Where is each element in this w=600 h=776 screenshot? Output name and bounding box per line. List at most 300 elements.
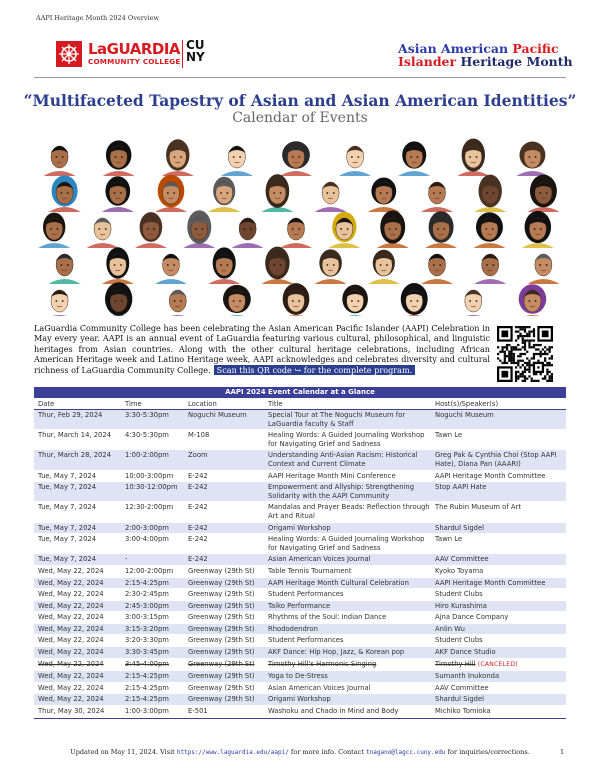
cell-location-text: E-242 — [188, 555, 208, 564]
cell-host — [431, 430, 566, 450]
cell-host-text: Ajna Dance Company — [435, 613, 509, 622]
cell-title — [264, 522, 431, 534]
cell-title — [264, 450, 431, 470]
table-row — [34, 694, 566, 706]
cell-date — [34, 554, 121, 566]
cell-date-text: Thur, March 14, 2024 — [38, 431, 112, 440]
table-row — [34, 482, 566, 502]
cell-date-text: Wed, May 22, 2024 — [38, 601, 104, 610]
cell-location — [184, 470, 264, 482]
footer-mid: for more info. Contact — [290, 748, 364, 756]
cell-location — [184, 682, 264, 694]
page-subtitle: Calendar of Events — [232, 110, 368, 126]
face-portrait — [516, 284, 548, 316]
cell-title — [264, 410, 431, 430]
face-portrait — [49, 175, 81, 212]
cell-host — [431, 522, 566, 534]
face-portrait — [527, 254, 559, 284]
cell-title — [264, 534, 431, 554]
cell-host — [431, 694, 566, 706]
cell-host-text: Shardul Sigdel — [435, 523, 485, 532]
heritage-word-american: American — [441, 41, 509, 56]
intro-paragraph — [34, 323, 490, 375]
cell-location — [184, 612, 264, 624]
cell-title-text: Table Tennis Tournament — [268, 566, 352, 575]
cell-location-text: Greenway (29th St) — [188, 636, 255, 645]
cell-host — [431, 534, 566, 554]
face-portrait — [102, 247, 134, 284]
cell-host — [431, 410, 566, 430]
face-portrait — [38, 213, 70, 248]
table-header-row — [34, 398, 566, 410]
cell-location — [184, 502, 264, 522]
cell-title-text: Taiko Performance — [268, 601, 331, 610]
face-portrait — [457, 290, 489, 316]
cell-title — [264, 682, 431, 694]
face-portrait — [102, 176, 134, 212]
cell-host — [431, 706, 566, 718]
cell-host-text: Anlin Wu — [435, 624, 465, 633]
cell-title-text: AAPI Heritage Month Mini Conference — [268, 471, 396, 480]
cell-title-text: Asian American Voices Journal — [268, 555, 371, 564]
face-portrait — [208, 247, 240, 284]
face-portrait — [162, 139, 194, 176]
face-portrait — [280, 218, 312, 248]
cell-location-text: Zoom — [188, 451, 208, 460]
cell-date — [34, 612, 121, 624]
cell-date — [34, 534, 121, 554]
cell-date — [34, 430, 121, 450]
intro-text: LaGuardia Community College has been celebrating the Asian American Pacific Islander (AAPI) Celebration in May every year. AAPI is an annual event of LaGuardia featuring various cultural, philosophical, and linguistic heritages from Asian countries. Along with the other cultural heritage celebrations, including African American Heritage week and Latino Heritage week, AAPI acknowledges and celebrates diversity and cultural richness of LaGuardia Community College. — [34, 323, 490, 375]
cell-host — [431, 589, 566, 601]
face-portrait — [44, 290, 76, 316]
table-row — [34, 647, 566, 659]
faces-illustration — [34, 138, 566, 316]
face-portrait — [398, 141, 430, 176]
face-portrait — [87, 218, 119, 248]
face-portrait — [474, 175, 506, 212]
cell-title — [264, 635, 431, 647]
face-portrait — [221, 146, 253, 176]
cell-date-text: Tue, May 7, 2024 — [38, 535, 97, 544]
face-portrait — [221, 285, 253, 316]
cell-location — [184, 534, 264, 554]
col-location: Location — [184, 398, 264, 410]
cell-title — [264, 565, 431, 577]
cell-date-text: Wed, May 22, 2024 — [38, 624, 104, 633]
face-portrait — [457, 138, 489, 176]
face-portrait — [155, 254, 187, 284]
table-caption: AAPI 2024 Event Calendar at a Glance — [34, 387, 566, 398]
cell-location — [184, 565, 264, 577]
col-title: Title — [264, 398, 431, 410]
face-portrait — [377, 210, 409, 248]
cell-host — [431, 482, 566, 502]
table-row — [34, 577, 566, 589]
cell-title-text: Empowerment and Allyship: Strengthening Solidarity with the AAPI Community — [268, 483, 415, 500]
cell-location — [184, 522, 264, 534]
face-portrait — [155, 175, 187, 212]
cell-time-text: 3:45-4:00pm — [125, 659, 169, 668]
col-host: Host(s)/Speaker(s) — [431, 398, 566, 410]
cell-time-text: 2:45-3:00pm — [125, 601, 169, 610]
cell-date — [34, 623, 121, 635]
table-row — [34, 470, 566, 482]
cell-date-text: Wed, May 22, 2024 — [38, 672, 104, 681]
cell-host — [431, 600, 566, 612]
face-portrait — [103, 140, 135, 176]
table-row — [34, 522, 566, 534]
header-rule — [34, 77, 566, 78]
cell-title — [264, 430, 431, 450]
cell-title-text: Rhythms of the Soul: Indian Dance — [268, 613, 387, 622]
face-portrait — [368, 177, 400, 212]
cell-host — [431, 623, 566, 635]
cell-time — [121, 612, 184, 624]
cell-time — [121, 694, 184, 706]
face-portrait — [261, 174, 293, 212]
cell-date — [34, 410, 121, 430]
cell-date — [34, 658, 121, 671]
cell-location-text: Greenway (29th St) — [188, 648, 255, 657]
face-portrait — [516, 141, 548, 176]
cell-location — [184, 450, 264, 470]
cell-host-text: Greg Pak & Cynthia Choi (Stop AAPI Hate), Diana Pan (AAARI) — [435, 451, 557, 468]
cell-location-text: E-242 — [188, 523, 208, 532]
cell-time-text: 3:30-3:45pm — [125, 648, 169, 657]
cell-time-text: 2:00-3:00pm — [125, 523, 169, 532]
cell-date — [34, 450, 121, 470]
face-portrait — [183, 210, 215, 248]
cell-date-text: Wed, May 22, 2024 — [38, 683, 104, 692]
table-row — [34, 623, 566, 635]
cell-title — [264, 577, 431, 589]
cell-title — [264, 502, 431, 522]
cell-location — [184, 706, 264, 718]
col-time: Time — [121, 398, 184, 410]
footer-email-link[interactable]: tnagano@lagcc.cuny.edu — [366, 749, 446, 756]
face-portrait — [280, 283, 312, 316]
cell-time — [121, 682, 184, 694]
cell-host-text: AAPI Heritage Month Committee — [435, 578, 546, 587]
college-name: LaGUARDIA — [88, 40, 181, 58]
table-row — [34, 430, 566, 450]
footer-end: for inquiries/corrections. — [447, 748, 530, 756]
cell-title-text: AAPI Heritage Month Cultural Celebration — [268, 578, 409, 587]
cell-host — [431, 658, 566, 671]
cell-location — [184, 658, 264, 671]
face-portrait — [368, 250, 400, 284]
cell-host-text: Sumanth Inukonda — [435, 672, 500, 681]
cell-date — [34, 706, 121, 718]
qr-code-icon[interactable] — [497, 326, 553, 382]
cell-date-text: Wed, May 22, 2024 — [38, 613, 104, 622]
cell-host-text: Timothy Hill — [435, 659, 476, 668]
cell-location — [184, 647, 264, 659]
cell-date-text: Wed, May 22, 2024 — [38, 648, 104, 657]
table-row — [34, 410, 566, 430]
cell-location-text: Greenway (29th St) — [188, 659, 255, 668]
table-bottom-rule — [34, 718, 566, 719]
face-portrait — [103, 282, 135, 316]
page-title: “Multifaceted Tapestry of Asian and Asian American Identities” — [23, 91, 577, 110]
face-portrait — [339, 285, 371, 316]
cell-date-text: Tue, May 7, 2024 — [38, 555, 97, 564]
cell-time-text: 10:00-3:00pm — [125, 471, 174, 480]
cell-time-text: 3:20-3:30pm — [125, 636, 169, 645]
cell-host-text: The Rubin Museum of Art — [435, 503, 522, 512]
cell-date — [34, 470, 121, 482]
cell-location-text: Greenway (29th St) — [188, 672, 255, 681]
cell-title — [264, 658, 431, 671]
face-portrait — [474, 254, 506, 284]
heritage-word-asian: Asian — [398, 41, 437, 56]
cell-date-text: Wed, May 22, 2024 — [38, 578, 104, 587]
cell-title — [264, 694, 431, 706]
cell-date — [34, 600, 121, 612]
face-portrait — [208, 177, 240, 212]
face-portrait — [261, 247, 293, 284]
cuny-logo — [186, 39, 205, 63]
laguardia-logo-icon — [56, 41, 82, 67]
cell-time-text: 3:30-5:30pm — [125, 411, 169, 419]
table-row — [34, 635, 566, 647]
cell-location — [184, 430, 264, 450]
cell-time — [121, 565, 184, 577]
cell-location — [184, 635, 264, 647]
cell-location-text: E-242 — [188, 503, 208, 512]
heritage-word-islander: Islander — [398, 54, 457, 69]
cell-location — [184, 600, 264, 612]
cell-host-text: Kyoko Toyama — [435, 566, 484, 575]
cell-host-text: AAV Committee — [435, 683, 489, 692]
cell-date — [34, 671, 121, 683]
cell-time-text: 4:30-5:30pm — [125, 431, 169, 440]
cell-title-text: Healing Words: A Guided Journaling Workshop for Navigating Grief and Sadness — [268, 535, 425, 552]
table-row — [34, 554, 566, 566]
col-date: Date — [34, 398, 121, 410]
table-row — [34, 682, 566, 694]
cell-title-text: Special Tour at The Noguchi Museum for LaGuardia faculty & Staff — [268, 411, 406, 428]
cell-date-text: Wed, May 22, 2024 — [38, 659, 104, 668]
cell-time — [121, 647, 184, 659]
cell-time — [121, 635, 184, 647]
face-portrait — [421, 254, 453, 284]
cell-date-text: Thur, Feb 29, 2024 — [38, 411, 103, 419]
cell-location — [184, 482, 264, 502]
cell-date — [34, 589, 121, 601]
cell-title — [264, 554, 431, 566]
cell-location — [184, 589, 264, 601]
cell-host — [431, 470, 566, 482]
cell-location — [184, 554, 264, 566]
table-row — [34, 565, 566, 577]
cell-time-text: 2:15-4:25pm — [125, 578, 169, 587]
cell-host-text: Michiko Tomioka — [435, 707, 491, 716]
cell-date — [34, 482, 121, 502]
cell-time-text: 1:00-3:00pm — [125, 707, 169, 716]
face-portrait — [162, 290, 194, 316]
cell-title-text: Asian American Voices Journal — [268, 683, 371, 692]
face-portrait — [398, 283, 430, 316]
heritage-word-heritage: Heritage — [460, 54, 523, 69]
face-portrait — [280, 141, 312, 176]
face-portrait — [421, 182, 453, 212]
cell-host-text: Tawn Le — [435, 535, 463, 544]
cell-title — [264, 470, 431, 482]
cell-date-text: Wed, May 22, 2024 — [38, 590, 104, 599]
cell-time-text: 2:15-4:25pm — [125, 672, 169, 681]
cell-date-text: Tue, May 7, 2024 — [38, 483, 97, 492]
cell-location — [184, 577, 264, 589]
cell-time — [121, 671, 184, 683]
cell-host-text: AAPI Heritage Month Committee — [435, 471, 546, 480]
logo-divider — [182, 40, 183, 68]
table-row — [34, 658, 566, 671]
cell-time-text: 10:30-12:00pm — [125, 483, 178, 492]
cell-title-text: Student Performances — [268, 636, 344, 645]
cell-location — [184, 694, 264, 706]
cell-time-text: 12:00-2:00pm — [125, 566, 174, 575]
face-portrait — [232, 218, 264, 248]
cell-time-text: 3:00-3:15pm — [125, 613, 169, 622]
cell-date-text: Tue, May 7, 2024 — [38, 523, 97, 532]
events-table — [34, 398, 566, 718]
cell-title — [264, 671, 431, 683]
cell-title — [264, 612, 431, 624]
cell-host — [431, 612, 566, 624]
cell-host-text: Student Clubs — [435, 636, 483, 645]
footer-url-link[interactable]: https://www.laguardia.edu/aapi/ — [176, 749, 289, 756]
cell-time-text: 3:15-3:20pm — [125, 624, 169, 633]
table-row — [34, 450, 566, 470]
cell-host-text: Noguchi Museum — [435, 411, 494, 419]
cell-title-text: Mandalas and Prayer Beads: Reflection through Art and Ritual — [268, 503, 430, 520]
face-portrait — [49, 254, 81, 284]
page-number: 1 — [560, 748, 565, 756]
cell-title-text: Timothy Hill's Harmonic Singing — [268, 659, 377, 668]
cell-host — [431, 577, 566, 589]
face-portrait — [339, 146, 371, 176]
cell-location-text: Greenway (29th St) — [188, 566, 255, 575]
cell-host-text: Stop AAPI Hate — [435, 483, 487, 492]
face-portrait — [315, 182, 347, 212]
table-row — [34, 706, 566, 718]
face-portrait — [527, 175, 559, 212]
heritage-line2 — [398, 54, 573, 69]
cuny-line2: NY — [186, 50, 205, 64]
cell-title — [264, 482, 431, 502]
table-row — [34, 589, 566, 601]
cell-location-text: Greenway (29th St) — [188, 613, 255, 622]
cell-date-text: Wed, May 22, 2024 — [38, 636, 104, 645]
cell-location-text: E-242 — [188, 471, 208, 480]
cell-title-text: Understanding Anti-Asian Racism: Historical Context and Current Climate — [268, 451, 418, 468]
cell-location-text: Noguchi Museum — [188, 411, 247, 419]
cell-location-text: Greenway (29th St) — [188, 624, 255, 633]
cell-time — [121, 470, 184, 482]
cell-time — [121, 623, 184, 635]
cell-location — [184, 623, 264, 635]
cell-time — [121, 554, 184, 566]
cell-time — [121, 430, 184, 450]
table-row — [34, 612, 566, 624]
cell-host — [431, 502, 566, 522]
cell-host-text: Shardul Sigdel — [435, 695, 485, 704]
cell-host-text: AAV Committee — [435, 555, 489, 564]
face-portrait — [135, 212, 167, 248]
table-row — [34, 502, 566, 522]
table-row — [34, 600, 566, 612]
cell-time — [121, 600, 184, 612]
cell-time — [121, 482, 184, 502]
cell-time-text: 2:15-4:25pm — [125, 695, 169, 704]
cell-time — [121, 589, 184, 601]
cell-location-text: Greenway (29th St) — [188, 590, 255, 599]
cell-date-text: Tue, May 7, 2024 — [38, 503, 97, 512]
cell-location-text: E-242 — [188, 535, 208, 544]
cell-location-text: Greenway (29th St) — [188, 695, 255, 704]
cell-date — [34, 565, 121, 577]
cell-location-text: Greenway (29th St) — [188, 683, 255, 692]
face-portrait — [315, 249, 347, 284]
cell-host — [431, 450, 566, 470]
cell-title — [264, 623, 431, 635]
cell-title-text: Yoga to De-Stress — [268, 672, 328, 681]
cell-time-text: - — [125, 555, 128, 564]
cell-location-text: Greenway (29th St) — [188, 601, 255, 610]
cell-time — [121, 522, 184, 534]
face-portrait — [522, 211, 554, 248]
cell-host-text: Hiro Kurashima — [435, 601, 487, 610]
cuny-line1: CU — [186, 38, 205, 52]
cell-date — [34, 522, 121, 534]
cell-time — [121, 450, 184, 470]
cell-time-text: 12:30-2:00pm — [125, 503, 174, 512]
cell-date — [34, 577, 121, 589]
cell-time — [121, 706, 184, 718]
cell-title-text: Washoku and Chado in Mind and Body — [268, 707, 399, 716]
cell-title — [264, 600, 431, 612]
cell-host — [431, 647, 566, 659]
cell-date-text: Thur, May 30, 2024 — [38, 707, 105, 716]
cell-time — [121, 502, 184, 522]
cell-title-text: Healing Words: A Guided Journaling Workshop for Navigating Grief and Sadness — [268, 431, 425, 448]
cell-date-text: Tue, May 7, 2024 — [38, 471, 97, 480]
face-portrait — [473, 212, 505, 248]
face-portrait — [328, 212, 360, 248]
canceled-badge: (CANCELED) — [477, 660, 518, 668]
table-row — [34, 671, 566, 683]
cell-date — [34, 694, 121, 706]
cell-host — [431, 635, 566, 647]
cell-time — [121, 658, 184, 671]
face-portrait — [425, 211, 457, 248]
footer — [0, 748, 600, 756]
cell-title-text: Origami Workshop — [268, 695, 331, 704]
heritage-word-month: Month — [526, 54, 573, 69]
cell-time — [121, 410, 184, 430]
cell-location — [184, 410, 264, 430]
cell-date — [34, 682, 121, 694]
cell-title-text: Student Performances — [268, 590, 344, 599]
cell-date — [34, 635, 121, 647]
cell-title-text: Origami Workshop — [268, 523, 331, 532]
cell-time-text: 2:15-4:25pm — [125, 683, 169, 692]
cell-title — [264, 647, 431, 659]
qr-callout: Scan this QR code ↪ for the complete program. — [214, 365, 416, 375]
cell-title — [264, 706, 431, 718]
